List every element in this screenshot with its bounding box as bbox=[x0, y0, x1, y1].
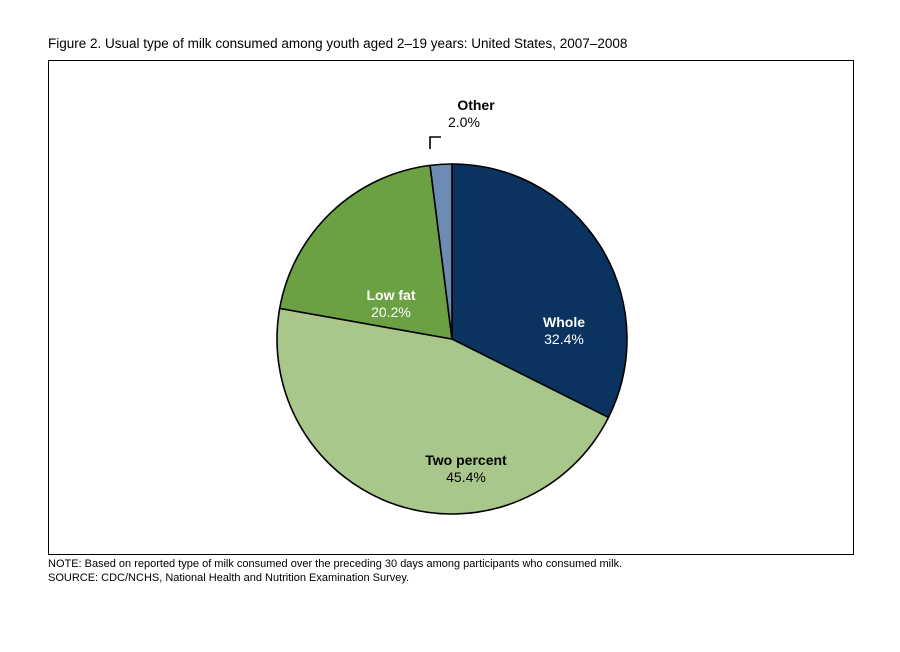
pie-label-other-name: Other bbox=[457, 97, 495, 113]
pie-label-whole bbox=[504, 314, 624, 348]
figure-title: Figure 2. Usual type of milk consumed among youth aged 2–19 years: United States, 2007–2008 bbox=[48, 36, 628, 51]
pie-label-low-fat-value: 20.2% bbox=[371, 304, 411, 320]
figure-footnotes bbox=[48, 558, 858, 585]
pie-label-whole-name: Whole bbox=[543, 314, 585, 330]
pie-label-low-fat-name: Low fat bbox=[366, 287, 416, 303]
figure-note: NOTE: Based on reported type of milk consumed over the preceding 30 days among participants who consumed milk. bbox=[48, 558, 623, 570]
chart-plot-frame bbox=[48, 60, 854, 555]
pie-label-other bbox=[426, 97, 586, 131]
pie-label-two-percent-value: 45.4% bbox=[446, 469, 486, 485]
pie-label-low-fat bbox=[331, 287, 451, 321]
pie-label-two-percent bbox=[366, 452, 566, 486]
figure-source: SOURCE: CDC/NCHS, National Health and Nutrition Examination Survey. bbox=[48, 571, 410, 584]
pie-label-other-value: 2.0% bbox=[448, 114, 480, 130]
pie-label-whole-value: 32.4% bbox=[544, 331, 584, 347]
pie-label-two-percent-name: Two percent bbox=[425, 452, 507, 468]
pie-chart bbox=[49, 61, 855, 556]
